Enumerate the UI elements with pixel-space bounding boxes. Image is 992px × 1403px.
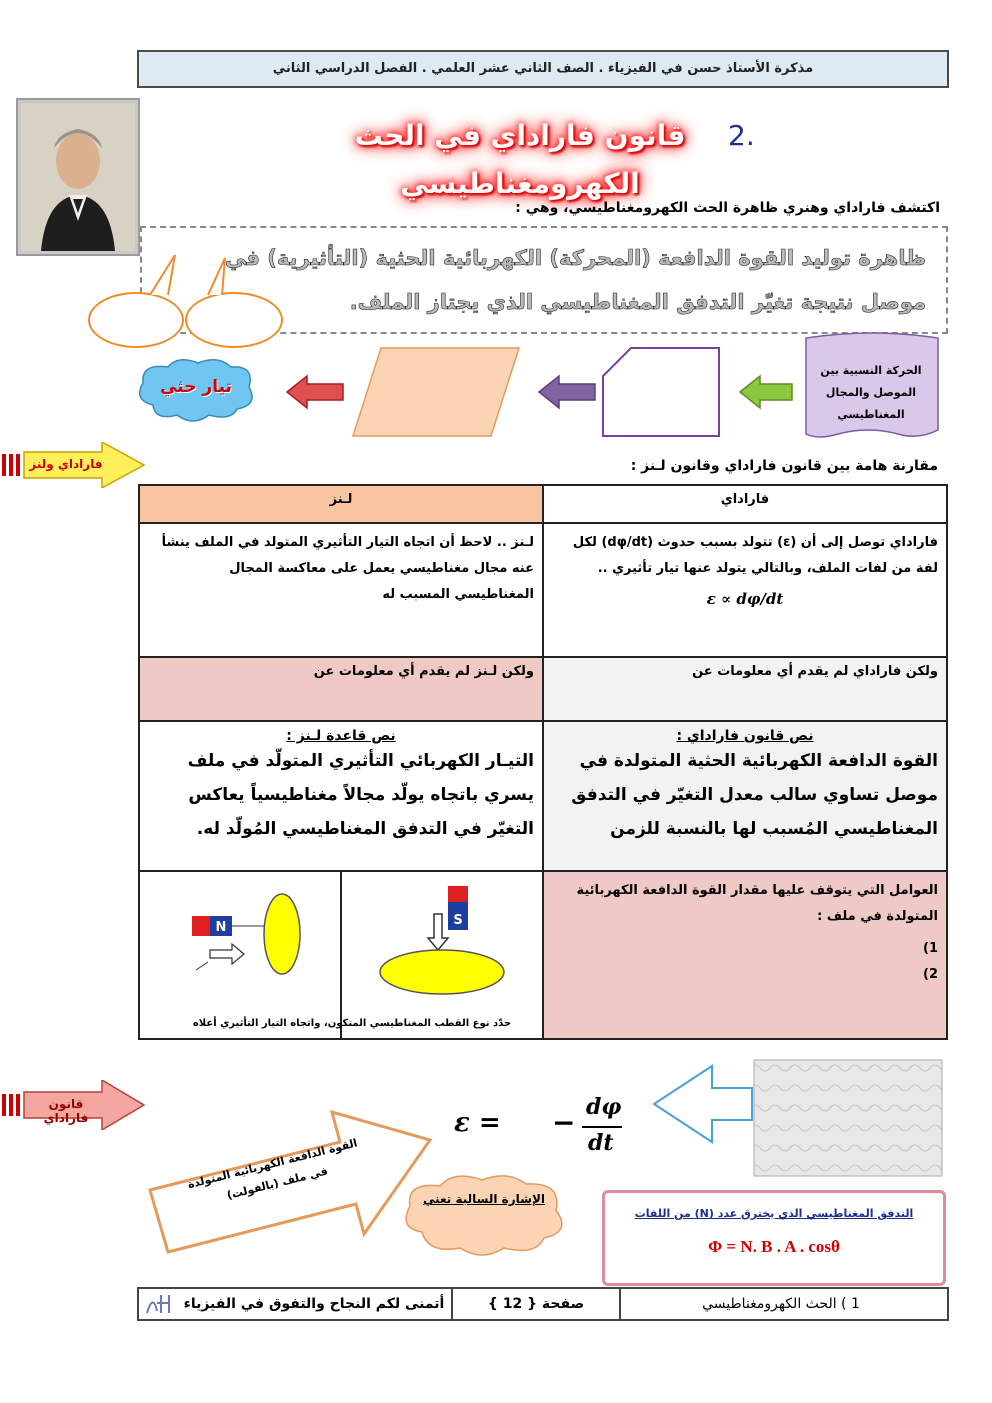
diagram-caption: حدّد نوع القطب المغناطيسي المتكون، واتجاه التيار التأثيري أعلاه	[192, 1018, 512, 1029]
page-title: قانون فاراداي في الحث الكهرومغناطيسي	[354, 119, 686, 200]
side-arrow-faraday-law	[2, 1080, 146, 1130]
diagram-divider	[340, 872, 342, 1038]
col-header-lenz: لـنز	[139, 485, 543, 523]
comparison-title: مقارنة هامة بين قانون فاراداي وقانون لـنز :	[630, 458, 938, 474]
faraday-observation-text: فاراداي توصل إلى أن (ε) تتولد بسبب حدوث (dφ/dt) لكل لفة من لفات الملف، وبالتالي يتولد عنها تيار تأثيري ..	[572, 535, 938, 576]
flux-title: التدفق المغناطيسي الذي يخترق عدد (N) من اللفات	[634, 1207, 914, 1220]
factor-2: 2)	[923, 967, 938, 982]
lenz-limitation-text: ولكن لـنز لم يقدم أي معلومات عن	[313, 664, 534, 679]
lenz-observation	[139, 523, 543, 657]
col-header-faraday: فاراداي	[543, 485, 947, 523]
side-label-faraday-law: قانون فاراداي	[43, 1097, 89, 1125]
side-arrow-faraday-lenz	[2, 442, 146, 488]
footer-chapter: 1 ) الحث الكهرومغناطيسي	[702, 1296, 860, 1312]
faraday-formula	[454, 1096, 634, 1166]
formula-denominator: dt	[588, 1130, 614, 1156]
emf-arrow-text: القوة الدافعة الكهربائية المتولدة في ملف (بالفولت)	[186, 1136, 359, 1203]
faraday-law-cell	[543, 721, 947, 871]
page-header: مذكرة الأستاذ حسن في الفيزياء . الصف الثاني عشر العلمي . الفصل الدراسي الثاني	[137, 50, 949, 88]
faraday-observation	[543, 523, 947, 657]
faraday-proportional-formula: ε ∝ dφ/dt	[706, 590, 784, 608]
factors-cell	[543, 871, 947, 1039]
emf-arrow	[140, 1090, 440, 1260]
lenz-observation-text: لـنز .. لاحظ أن اتجاه التيار التأثيري المتولد في الملف ينشأ عنه مجال مغناطيسي يعمل على معاكسة المجال المغناطيسي المسبب له	[161, 535, 534, 602]
arrow-purple-icon	[537, 374, 597, 410]
flux-formula: Φ = N. B . A . cosθ	[708, 1237, 840, 1256]
footer-motto: أتمنى لكم النجاح والتفوق في الفيزياء	[183, 1296, 445, 1312]
induced-current-cloud	[133, 355, 259, 429]
magnet-label-s: S	[453, 913, 463, 928]
lenz-limitation	[139, 657, 543, 721]
lenz-rule-heading: نص قاعدة لـنز :	[286, 728, 396, 744]
diagram-cell	[139, 871, 543, 1039]
formula-lhs: ε =	[454, 1108, 501, 1138]
flow-step-box	[601, 346, 721, 438]
side-label-faraday-lenz: فاراداي ولنز	[29, 457, 103, 471]
faraday-limitation	[543, 657, 947, 721]
formula-numerator: dφ	[586, 1094, 622, 1120]
flux-box	[602, 1190, 946, 1286]
faraday-portrait	[18, 100, 138, 254]
negative-sign-cloud	[396, 1170, 572, 1262]
magnet-ellipse-diagram	[372, 884, 512, 1014]
faraday-limitation-text: ولكن فاراداي لم يقدم أي معلومات عن	[692, 664, 938, 679]
lenz-rule-cell	[139, 721, 543, 871]
factors-heading: العوامل التي يتوقف عليها مقدار القوة الدافعة الكهربائية المتولدة في ملف :	[576, 883, 938, 924]
footer-page-number: صفحة { 12 }	[451, 1289, 621, 1319]
negative-sign-text: الإشارة السالبة تعني	[422, 1192, 546, 1206]
intro-text: اكتشف فاراداي وهنري ظاهرة الحث الكهرومغناطيسي، وهي :	[515, 200, 940, 216]
section-number: 2.	[728, 119, 755, 152]
formula-fraction-bar	[582, 1126, 622, 1128]
flow-parallelogram	[351, 346, 521, 438]
definition-text: ظاهرة توليد القوة الدافعة (المحركة) الكهربائية الحثية (التأثيرية) في موصل نتيجة تغيّر التدفق المغناطيسي الذي يجتاز الملف.	[225, 246, 926, 314]
faraday-law-heading: نص قانون فاراداي :	[676, 728, 814, 744]
faraday-law-text: القوة الدافعة الكهربائية الحثية المتولدة في موصل تساوي سالب معدل التغيّر في التدفق المغناطيسي المُسبب لها بالنسبة للزمن	[571, 751, 938, 839]
page-footer	[137, 1287, 949, 1321]
lenz-rule-text: التيـار الكهربائي التأثيري المتولّد في ملف يسري باتجاه يولّد مجالاً مغناطيسياً يعاكس التغيّر في التدفق المغناطيسي المُولّد له.	[187, 751, 534, 839]
flow-start-text: الحركة النسبية بين الموصل والمجال المغناطيسي	[820, 364, 922, 421]
magnet-vertical-ellipse-diagram	[188, 892, 318, 1002]
magnet-label-n: N	[215, 920, 227, 935]
arrow-red-icon	[285, 374, 345, 410]
bubble-tails	[130, 250, 240, 300]
diagram-area	[138, 872, 542, 1038]
marble-arrow	[650, 1058, 944, 1178]
speech-bubble-left	[88, 292, 184, 348]
author-logo-icon	[139, 1289, 179, 1319]
formula-minus: −	[552, 1106, 576, 1139]
speech-bubble-right	[185, 292, 283, 348]
factor-1: 1)	[923, 941, 938, 956]
arrow-green-icon	[738, 374, 794, 410]
comparison-table	[138, 484, 948, 1040]
induced-current-label: تيار حثي	[160, 377, 232, 397]
flow-start-box	[798, 330, 944, 442]
